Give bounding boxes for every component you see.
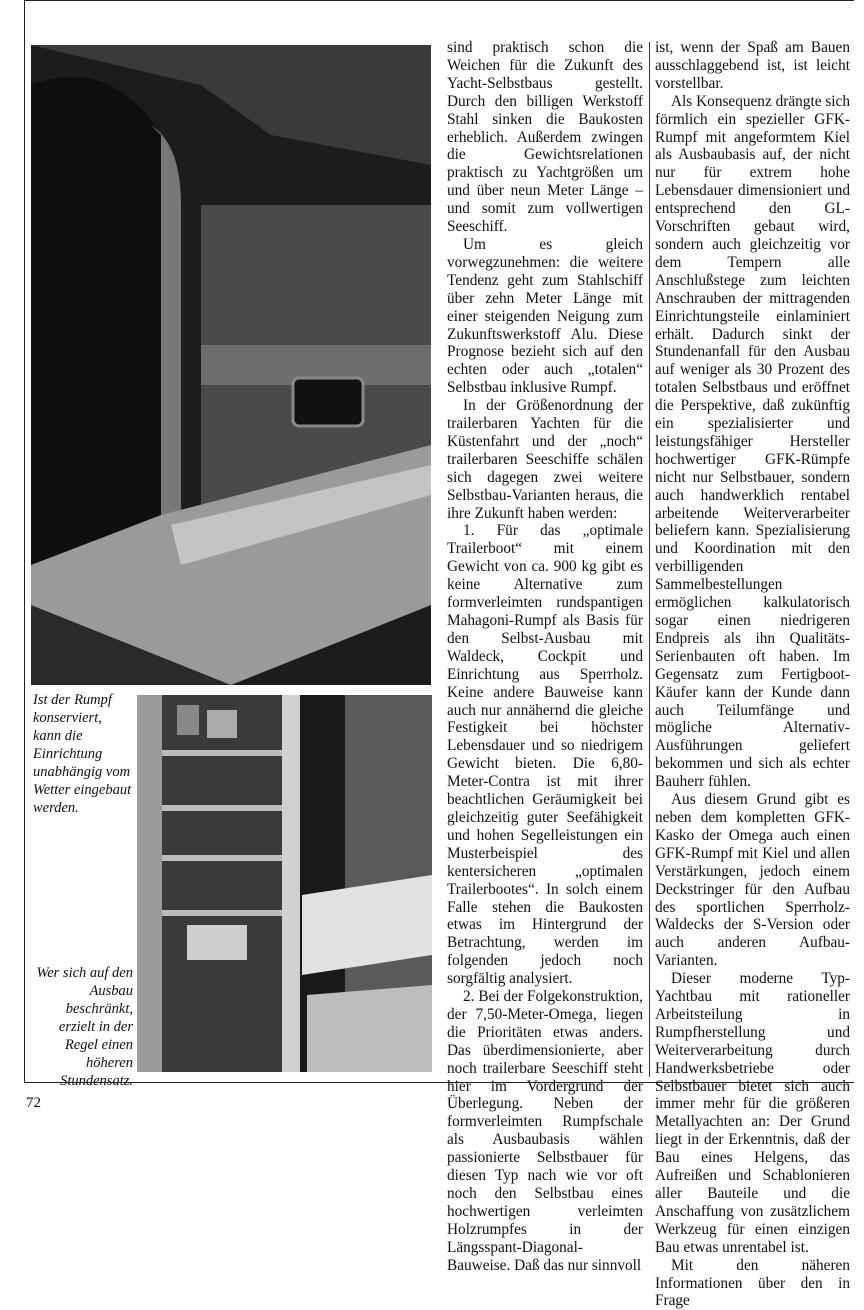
paragraph: Aus diesem Grund gibt es neben dem kompletten GFK-Kasko der Omega auch einen GFK-Rumpf mit Kiel und allen Verstärkungen, jedoch einem Deckstringer für den Aufbau des sportlichen Sperrholz-Waldecks der S-Version oder auch anderen Aufbau-Varianten. [655, 791, 850, 970]
column-divider [649, 42, 650, 1077]
paragraph: ist, wenn der Spaß am Bauen ausschlaggebend ist, ist leicht vorstellbar. [655, 39, 850, 92]
page-frame-left [24, 0, 25, 1082]
paragraph: 1. Für das „optimale Trailerboot“ mit einem Gewicht von ca. 900 kg gibt es keine Alternative zum formverleimten rundspantigen Mahagoni-Rumpf als Basis für den Selbst-Ausbau mit Waldeck, Cockpit und Einrichtung aus Sperrholz. Keine andere Bauweise kann auch nur annähernd die gleiche Festigkeit bei höchster Lebensdauer und so niedrigem Gewicht bieten. Die 6,80-Meter-Contra ist mit ihrer beachtlichen Geräumigkeit bei gleichzeitig guter Seefähigkeit und hohen Segelleistungen ein Musterbeispiel des kentersicheren „optimalen Trailerbootes“. In solch einem Falle stehen die Baukosten etwas im Hintergrund der Betrachtung, werden im folgenden jedoch noch sorgfältig analysiert. [447, 522, 643, 988]
photo-caption-2: Wer sich auf den Ausbau beschränkt, erzielt in der Regel einen höheren Stundensatz. [36, 965, 133, 1089]
interior-construction-photo [137, 695, 432, 1072]
paragraph: Dieser moderne Typ-Yachtbau mit rationeller Arbeitsteilung in Rumpfherstellung und Weiterverarbeitung durch Handwerksbetriebe oder Selbstbauer bietet sich auch immer mehr für die größeren Metallyachten an: Der Grund liegt in der Erkenntnis, daß der Bau eines Helgens, das Aufreißen und Schablonieren aller Bauteile und die Anschaffung von zusätzlichem Werkzeug für einen einzigen Bau etwas unrentabel ist. [655, 970, 850, 1256]
page-number: 72 [26, 1095, 41, 1111]
paragraph: Um es gleich vorwegzunehmen: die weitere Tendenz geht zum Stahlschiff über zehn Meter Länge mit einer steigenden Neigung zum Zukunftswerkstoff Alu. Diese Prognose bezieht sich auf den echten oder auch „totalen“ Selbstbau inklusive Rumpf. [447, 235, 643, 397]
boat-interior-photo [31, 45, 431, 685]
text-column-1 [447, 39, 643, 1275]
paragraph: Mit den näheren Informationen über den in Frage [655, 1256, 850, 1310]
paragraph: sind praktisch schon die Weichen für die Zukunft des Yacht-Selbstbaus gestellt. Durch den billigen Werkstoff Stahl sinken die Baukosten erheblich. Außerdem zwingen die Gewichtsrelationen praktisch zu Yachtgrößen um und über neun Meter Länge – und somit zum vollwertigen Seeschiff. [447, 39, 643, 236]
paragraph: In der Größenordnung der trailerbaren Yachten für die Küstenfahrt und der „noch“ trailerbaren Seeschiffe schälen sich dagegen zwei weitere Selbstbau-Varianten heraus, die ihre Zukunft haben werden: [447, 397, 643, 522]
paragraph: Als Konsequenz drängte sich förmlich ein spezieller GFK-Rumpf mit angeformtem Kiel als Ausbaubasis auf, der nicht nur für extrem hohe Lebensdauer dimensioniert und entsprechend den GL-Vorschriften gebaut wird, sondern auch gleichzeitig vor dem Tempern alle Anschlußstege zum leichten Anschrauben der mittragenden Einrichtungsteile einlaminiert erhält. Dadurch sinkt der Stundenanfall für den Ausbau auf weniger als 30 Prozent des totalen Selbstbaus und eröffnet die Perspektive, daß zukünftig ein spezialisierter und leistungsfähiger Hersteller hochwertiger GFK-Rümpfe nicht nur Selbstbauer, sondern auch handwerklich rentabel arbeitende Weiterverarbeiter beliefern kann. Spezialisierung und Koordination mit den verbilligenden Sammelbestellungen ermöglichen kalkulatorisch sogar einen niedrigeren Endpreis als ihn Qualitäts-Serienbauten oft haben. Im Gegensatz zum Fertigboot-Käufer kann der Kunde dann auch Teilumfänge und mögliche Alternativ-Ausführungen geliefert bekommen und sich als echter Bauherr fühlen. [655, 92, 850, 791]
photo-caption-1: Ist der Rumpf konserviert, kann die Einrichtung unabhängig vom Wetter eingebaut werden. [33, 692, 132, 816]
page-frame-top [24, 0, 854, 1]
text-column-2 [655, 39, 850, 1310]
paragraph: 2. Bei der Folgekonstruktion, der 7,50-Meter-Omega, liegen die Prioritäten etwas anders. Das überdimensionierte, aber noch trailerbare Seeschiff steht hier im Vordergrund der Überlegung. Neben der formverleimten Rumpfschale als Ausbaubasis wählen passionierte Selbstbauer für diesen Typ nach wie vor oft noch den Selbstbau eines hochwertigen verleimten Holzrumpfes in der Längsspant-Diagonal-Bauweise. Daß das nur sinnvoll [447, 988, 643, 1274]
